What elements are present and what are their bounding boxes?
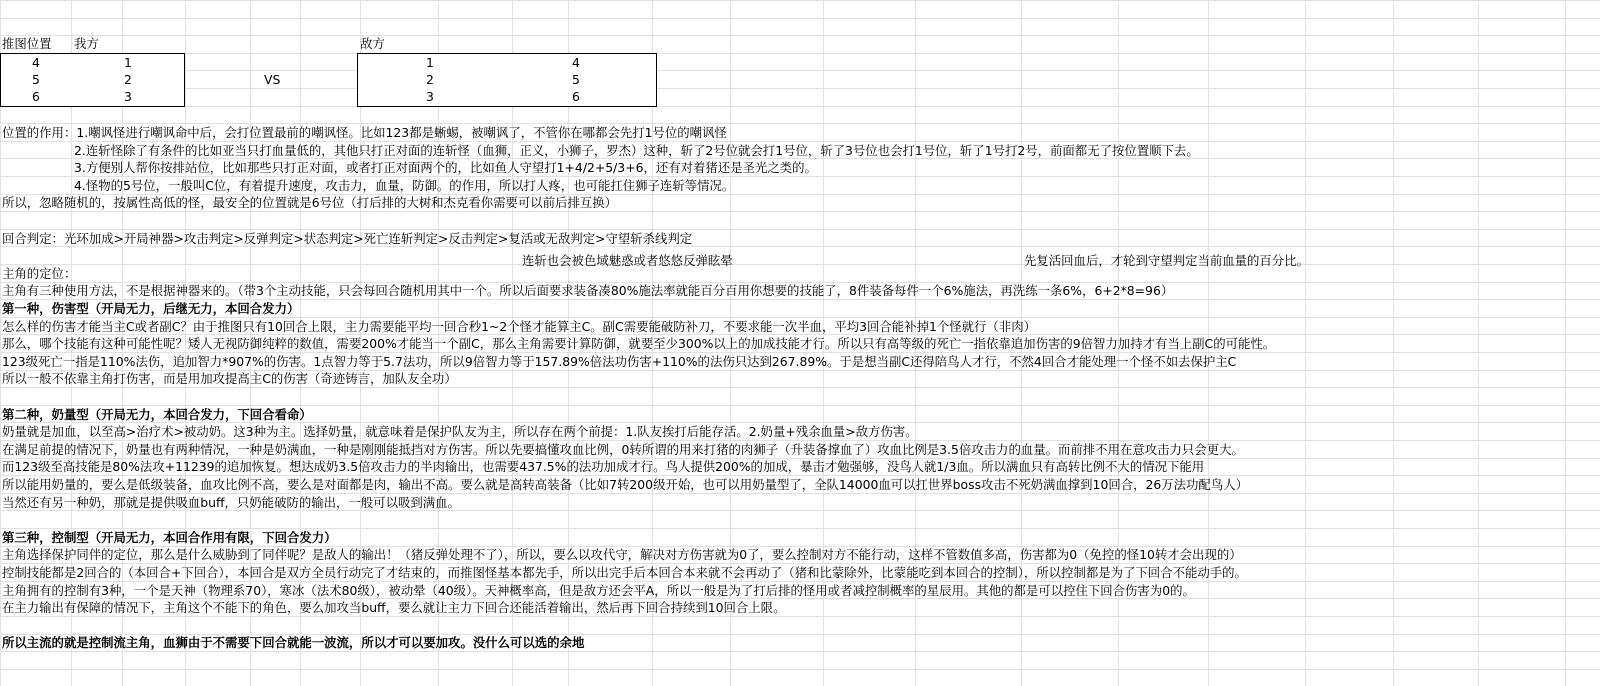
ours-table-cell[interactable]: 2 bbox=[124, 72, 132, 87]
text-line[interactable]: 3.方便别人帮你按排站位，比如那些只打正对面，或者打正对面两个的，比如鱼人守望打1+4/2+5/3+6，还有对着猪还是圣光之类的。 bbox=[74, 160, 817, 175]
text-line[interactable]: 主角有三种使用方法，不是根据神器来的。（带3个主动技能，只会每回合随机用其中一个。所以后面要求装备凑80%施法率就能百分百用你想要的技能了，8件装备每件一个6%施法，再洗练一条6%，6+2*8=96） bbox=[2, 283, 1174, 298]
section-heading[interactable]: 第三种，控制型（开局无力，本回合作用有限，下回合发力） bbox=[2, 530, 337, 545]
note-chain-kill[interactable]: 连斩也会被色域魅惑或者悠悠反弹眩晕 bbox=[522, 253, 733, 268]
enemy-table-cell[interactable]: 6 bbox=[572, 89, 580, 104]
ours-position-table[interactable] bbox=[0, 53, 185, 107]
text-line[interactable]: 而123级至高技能是80%法攻+11239的追加恢复。想达成奶3.5倍攻击力的半肉输出，也需要437.5%的法功加成才行。鸟人提供200%的加成，暴击才勉强够，没鸟人就1/3血。所以满血只有高转比例不大的情况下能用 bbox=[2, 459, 1205, 474]
enemy-table-cell[interactable]: 5 bbox=[572, 72, 580, 87]
text-line[interactable]: 当然还有另一种奶，那就是提供吸血buff，只奶能破防的输出，一般可以吸到满血。 bbox=[2, 495, 460, 510]
text-line[interactable]: 回合判定：光环加成>开局神器>攻击判定>反弹判定>状态判定>死亡连斩判定>反击判定>复活或无敌判定>守望斩杀线判定 bbox=[2, 231, 693, 246]
text-line[interactable]: 2.连斩怪除了有条件的比如亚当只打血量低的，其他只打正对面的连斩怪（血狮，正义，小狮子，罗杰）这种，斩了2号位就会打1号位，斩了3号位也会打1号位，斩了1号打2号，前面都无了按位置顺下去。 bbox=[74, 143, 1199, 158]
text-line[interactable]: 怎么样的伤害才能当主C或者副C？由于推图只有10回合上限，主力需要能平均一回合秒1~2个怪才能算主C。副C需要能破防补刀，不要求能一次半血，平均3回合能补掉1个怪就行（非肉） bbox=[2, 319, 1036, 334]
text-line[interactable]: 在满足前提的情况下，奶量也有两种情况，一种是奶满血，一种是刚刚能抵挡对方伤害。所以先要搞懂攻血比例，0转所谓的用来打猪的肉狮子（升装备撑血了）攻血比例是3.5倍攻击力的血量。而前排不用在意攻击力只会更大。 bbox=[2, 442, 1244, 457]
text-line[interactable]: 主角的定位： bbox=[2, 266, 77, 281]
text-line[interactable]: 所以能用奶量的，要么是低级装备，血攻比例不高，要么是对面都是肉，输出不高。要么就是高转高装备（比如7转200级开始，也可以用奶量型了，全队14000血可以扛世界boss攻击不死奶满血撑到10回合，26万法功配鸟人） bbox=[2, 477, 1248, 492]
ours-table-cell[interactable]: 4 bbox=[32, 55, 40, 70]
ours-table-cell[interactable]: 3 bbox=[124, 89, 132, 104]
text-line[interactable]: 奶量就是加血，以至高>治疗术>被动奶。这3种为主。选择奶量，就意味着是保护队友为主，所以存在两个前提：1.队友挨打后能存活。2.奶量+残余血量>敌方伤害。 bbox=[2, 424, 918, 439]
text-line[interactable]: 位置的作用：1.嘲讽怪进行嘲讽命中后，会打位置最前的嘲讽怪。比如123都是蜥蜴，被嘲讽了，不管你在哪都会先打1号位的嘲讽怪 bbox=[2, 125, 727, 140]
text-line[interactable]: 那么，哪个技能有这种可能性呢？矮人无视防御纯粹的数值，需要200%才能当一个副C，那么主角需要计算防御，就要至少300%以上的加成技能才行。所以只有高等级的死亡一指依靠追加伤害的9倍智力加持才有当上副C的可能性。 bbox=[2, 336, 1276, 351]
note-revive-order[interactable]: 先复活回血后，才轮到守望判定当前血量的百分比。 bbox=[1024, 253, 1309, 268]
enemy-table-cell[interactable]: 3 bbox=[426, 89, 434, 104]
text-line[interactable]: 在主力输出有保障的情况下，主角这个不能下的角色，要么加攻当buff，要么就让主力下回合还能活着输出，然后再下回合持续到10回合上限。 bbox=[2, 600, 786, 615]
ours-table-cell[interactable]: 1 bbox=[124, 55, 132, 70]
text-line[interactable]: 控制技能都是2回合的（本回合+下回合），本回合是双方全员行动完了才结束的，而推图怪基本都先手，所以出完手后本回合本来就不会再动了（猪和比蒙除外，比蒙能吃到本回合的控制），所以控制都是为了下回合不能动手的。 bbox=[2, 565, 1247, 580]
cell-label-ours[interactable]: 我方 bbox=[74, 36, 99, 51]
text-line[interactable]: 所以一般不依靠主角打伤害，而是用加攻提高主C的伤害（奇迹铸言，加队友全功） bbox=[2, 371, 457, 386]
vs-label: VS bbox=[264, 72, 281, 87]
section-heading[interactable]: 第一种，伤害型（开局无力，后继无力，本回合发力） bbox=[2, 301, 300, 316]
enemy-position-table[interactable] bbox=[357, 53, 657, 107]
enemy-table-cell[interactable]: 1 bbox=[426, 55, 434, 70]
text-line[interactable]: 所以，忽略随机的，按属性高低的怪，最安全的位置就是6号位（打后排的大树和杰克看你需要可以前后排互换） bbox=[2, 195, 618, 210]
ours-table-cell[interactable]: 6 bbox=[32, 89, 40, 104]
text-line[interactable]: 主角拥有的控制有3种，一个是天神（物理系70），寒冰（法术80级），被动晕（40级）。天神概率高，但是敌方还会平A，所以一般是为了打后排的怪用或者减控制概率的星辰用。其他的都是可以控住下回合伤害为0的。 bbox=[2, 583, 1195, 598]
enemy-table-cell[interactable]: 4 bbox=[572, 55, 580, 70]
text-line[interactable]: 主角选择保护同伴的定位，那么是什么威胁到了同伴呢？是敌人的输出！（猪反弹处理不了），所以，要么以攻代守，解决对方伤害就为0了，要么控制对方不能行动，这样不管数值多高，伤害都为0（免控的怪10转才会出现的） bbox=[2, 547, 1242, 562]
section-heading[interactable]: 所以主流的就是控制流主角，血狮由于不需要下回合就能一波流，所以才可以要加攻。没什么可以选的余地 bbox=[2, 635, 585, 650]
text-line[interactable]: 4.怪物的5号位，一般叫C位，有着提升速度，攻击力，血量，防御。的作用，所以打人疼，也可能扛住狮子连斩等情况。 bbox=[74, 178, 735, 193]
ours-table-cell[interactable]: 5 bbox=[32, 72, 40, 87]
cell-label-enemy[interactable]: 敌方 bbox=[360, 36, 385, 51]
section-heading[interactable]: 第二种，奶量型（开局无力，本回合发力，下回合看命） bbox=[2, 407, 312, 422]
enemy-table-cell[interactable]: 2 bbox=[426, 72, 434, 87]
cell-label-position[interactable]: 推图位置 bbox=[2, 36, 52, 51]
text-line[interactable]: 123级死亡一指是110%法伤，追加智力*907%的伤害。1点智力等于5.7法功，所以9倍智力等于157.89%倍法功伤害+110%的法伤只达到267.89%。于是想当副C还得陪鸟人才行，不然4回合才能处理一个怪不如去保护主C bbox=[2, 354, 1237, 369]
